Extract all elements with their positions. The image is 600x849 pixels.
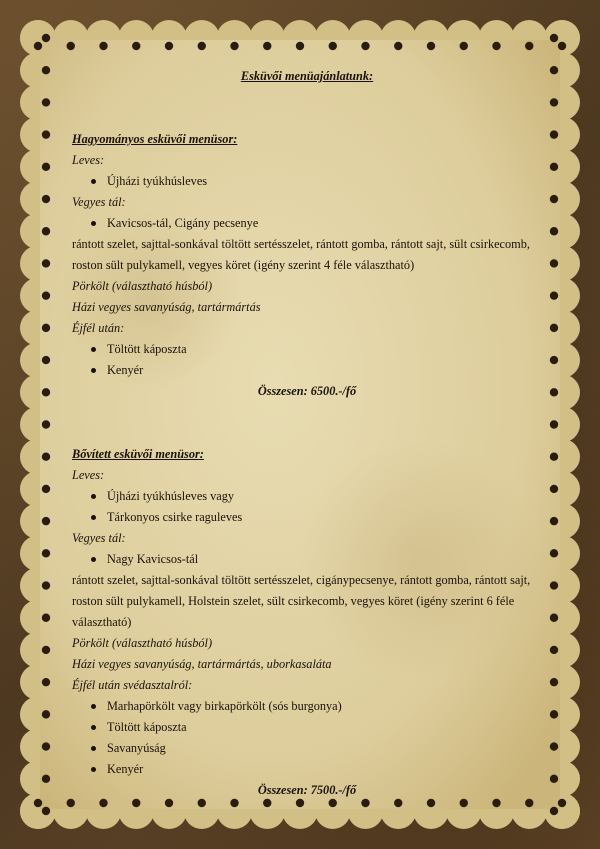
punched-hole [460,42,468,50]
punched-hole [427,42,435,50]
punched-hole [42,291,50,299]
bullet-icon [91,368,96,373]
punched-hole [42,195,50,203]
platter-label: Vegyes tál: [72,531,126,545]
menu-content [72,66,542,801]
punched-hole [550,130,558,138]
punched-hole [550,324,558,332]
punched-hole [198,42,206,50]
punched-hole [550,163,558,171]
midnight-label: Éjfél után svédasztalról: [72,678,193,692]
list-item: Kenyér [72,759,542,780]
punched-hole [550,710,558,718]
list-item: Savanyúság [72,738,542,759]
punched-hole [550,742,558,750]
list-item: Töltött káposzta [72,339,542,360]
punched-hole [329,42,337,50]
punched-hole [42,66,50,74]
punched-hole [550,227,558,235]
bullet-icon [91,221,96,226]
punched-hole [42,646,50,654]
punched-hole [550,614,558,622]
punched-hole [558,42,566,50]
bullet-icon [91,725,96,730]
punched-hole [550,549,558,557]
punched-hole [550,775,558,783]
punched-hole [558,799,566,807]
punched-hole [550,66,558,74]
punched-hole [42,259,50,267]
list-item: Nagy Kavicsos-tál [72,549,542,570]
punched-hole [492,42,500,50]
list-item: Kavicsos-tál, Cigány pecsenye [72,213,542,234]
list-item: Tárkonyos csirke raguleves [72,507,542,528]
punched-hole [42,388,50,396]
punched-hole [42,807,50,815]
punched-hole [42,742,50,750]
punched-hole [550,678,558,686]
platter-details: rántott szelet, sajttal-sonkával töltött sertésszelet, cigánypecsenye, rántott gomba, rántott sajt, [72,573,531,587]
platter-details: roston sült pulykamell, Holstein szelet, sült csirkecomb, vegyes köret (igény szerint 6 féle [72,594,515,608]
punched-hole [550,420,558,428]
platter-label: Vegyes tál: [72,195,126,209]
bullet-icon [91,179,96,184]
list-item: Kenyér [72,360,542,381]
punched-hole [42,678,50,686]
punched-hole [394,42,402,50]
punched-hole [550,453,558,461]
punched-hole [42,517,50,525]
list-item: Újházi tyúkhúsleves [72,171,542,192]
punched-hole [132,42,140,50]
bullet-icon [91,557,96,562]
punched-hole [550,195,558,203]
punched-hole [42,614,50,622]
punched-hole [550,581,558,589]
bullet-icon [91,746,96,751]
punched-hole [361,42,369,50]
page-title: Esküvői menüajánlatunk: [240,69,374,83]
platter-details: roston sült pulykamell, vegyes köret (igény szerint 4 féle választható) [72,258,415,272]
soup-label: Leves: [72,153,105,167]
punched-hole [550,98,558,106]
stew-line: Pörkölt (választható húsból) [72,636,213,650]
punched-hole [550,485,558,493]
punched-hole [42,710,50,718]
menu-traditional [72,129,542,402]
punched-hole [550,259,558,267]
punched-hole [525,42,533,50]
soup-label: Leves: [72,468,105,482]
punched-hole [230,42,238,50]
punched-hole [42,420,50,428]
list-item: Marhapörkölt vagy birkapörkölt (sós burgonya) [72,696,542,717]
bullet-icon [91,347,96,352]
menu-heading: Bővített esküvői menüsor: [72,447,204,461]
punched-hole [42,34,50,42]
punched-hole [42,163,50,171]
punched-hole [550,646,558,654]
punched-hole [42,98,50,106]
menu-total: Összesen: 6500.-/fő [257,384,357,398]
punched-hole [550,34,558,42]
punched-hole [67,42,75,50]
punched-hole [165,42,173,50]
punched-hole [550,291,558,299]
punched-hole [42,356,50,364]
bullet-icon [91,515,96,520]
platter-details: választható) [72,615,132,629]
punched-hole [550,388,558,396]
menu-heading: Hagyományos esküvői menüsor: [72,132,238,146]
punched-hole [42,227,50,235]
punched-hole [42,485,50,493]
pickles-line: Házi vegyes savanyúság, tartármártás [72,300,261,314]
bullet-icon [91,494,96,499]
platter-details: rántott szelet, sajttal-sonkával töltött sertésszelet, rántott gomba, rántott sajt, sült csirkecomb, [72,237,530,251]
punched-hole [550,807,558,815]
punched-hole [42,324,50,332]
punched-hole [263,42,271,50]
midnight-label: Éjfél után: [72,321,125,335]
bullet-icon [91,704,96,709]
punched-hole [550,517,558,525]
list-item: Újházi tyúkhúsleves vagy [72,486,542,507]
punched-hole [42,581,50,589]
stew-line: Pörkölt (választható húsból) [72,279,213,293]
bullet-icon [91,767,96,772]
punched-hole [34,799,42,807]
punched-hole [550,356,558,364]
punched-hole [42,453,50,461]
punched-hole [42,130,50,138]
menu-total: Összesen: 7500.-/fő [257,783,357,797]
list-item: Töltött káposzta [72,717,542,738]
punched-hole [99,42,107,50]
punched-hole [34,42,42,50]
menu-extended [72,444,542,801]
punched-hole [296,42,304,50]
pickles-line: Házi vegyes savanyúság, tartármártás, uborkasaláta [72,657,332,671]
punched-hole [42,775,50,783]
punched-hole [42,549,50,557]
